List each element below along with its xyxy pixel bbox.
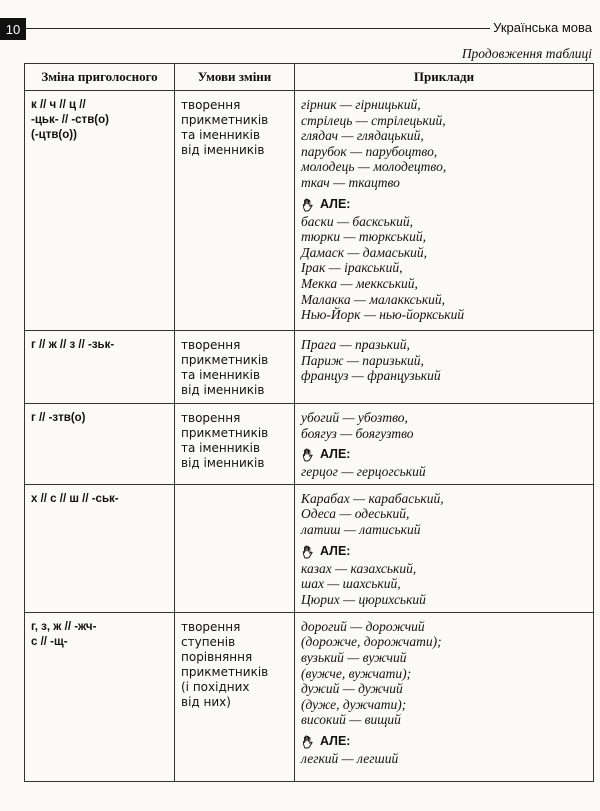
example-line: стрілець — стрілецький,: [301, 112, 446, 128]
header-rule: [26, 28, 490, 29]
exception-line: тюрки — тюркський,: [301, 229, 426, 245]
condition-line: порівняння: [181, 649, 253, 664]
examples-cell: [295, 612, 594, 781]
table-row: [25, 612, 594, 781]
exception-line: Дамаск — дамаський,: [301, 244, 428, 260]
exception-label: АЛЕ:: [320, 447, 351, 462]
exception-marker: [301, 734, 589, 750]
condition-line: творення: [181, 619, 241, 634]
example-line: (дуже, дужчати);: [301, 696, 407, 712]
exception-line: Мекка — меккський,: [301, 275, 418, 291]
consonant-change-line: -цьк- // -ств(о): [31, 114, 109, 126]
table-row: [25, 331, 594, 404]
exception-marker: [301, 447, 589, 463]
pointing-hand-icon: [301, 544, 317, 560]
condition-cell: [175, 612, 295, 781]
consonant-change-line: г // -зтв(о): [31, 412, 86, 424]
condition-line: творення: [181, 98, 241, 112]
example-line: убогий — убозтво,: [301, 410, 408, 425]
exception-marker: [301, 197, 589, 213]
examples-cell: [295, 484, 594, 612]
exception-line: шах — шахський,: [301, 576, 401, 592]
examples-cell: [295, 404, 594, 485]
consonant-change-line: г, з, ж // -жч-: [31, 620, 97, 633]
consonant-change-line: к // ч // ц //: [31, 99, 86, 111]
consonant-change-cell: [25, 484, 175, 612]
examples-cell: [295, 331, 594, 404]
condition-line: прикметників: [181, 664, 269, 679]
condition-cell: [175, 91, 295, 331]
exception-line: баски — баскський,: [301, 213, 414, 229]
example-line: ткач — ткацтво: [301, 174, 400, 190]
pointing-hand-icon: [301, 197, 317, 213]
consonant-change-line: х // с // ш // -ськ-: [31, 492, 119, 505]
example-line: дужий — дужчий: [301, 681, 403, 697]
table-row: [25, 404, 594, 485]
consonant-change-cell: [25, 404, 175, 485]
example-line: високий — вищий: [301, 712, 401, 728]
example-line: Париж — паризький,: [301, 352, 424, 368]
example-line: Одеса — одеський,: [301, 506, 410, 522]
consonant-change-table: [24, 63, 594, 782]
exception-label: АЛЕ:: [320, 543, 351, 558]
example-line: молодець — молодецтво,: [301, 159, 447, 175]
table-row: [25, 91, 594, 331]
condition-cell: [175, 331, 295, 404]
table-row: [25, 484, 594, 612]
book-title: Українська мова: [493, 20, 592, 35]
exception-line: Нью-Йорк — нью-йоркський: [301, 307, 465, 323]
table-continuation-note: Продовження таблиці: [461, 46, 592, 61]
example-line: глядач — глядацький,: [301, 128, 424, 144]
table-header-row: [25, 64, 594, 91]
example-line: Прага — празький,: [301, 337, 410, 352]
example-line: боягуз — боягузтво: [301, 425, 414, 441]
exception-line: легкий — легший: [301, 750, 399, 766]
condition-line: прикметників: [181, 113, 269, 127]
consonant-change-cell: [25, 612, 175, 781]
condition-line: (і похідних: [181, 679, 250, 694]
consonant-change-line: (-цтв(о)): [31, 129, 77, 141]
example-line: гірник — гірницький,: [301, 97, 421, 112]
example-line: (дорожче, дорожчати);: [301, 634, 442, 650]
example-line: дорогий — дорожчий: [301, 618, 425, 634]
exception-line: казах — казахський,: [301, 560, 417, 576]
pointing-hand-icon: [301, 734, 317, 750]
condition-cell: [175, 404, 295, 485]
example-line: вузький — вужчий: [301, 649, 407, 665]
column-header-condition: Умови зміни: [175, 64, 295, 91]
condition-line: творення: [181, 338, 241, 352]
condition-line: прикметників: [181, 426, 269, 440]
exception-marker: [301, 544, 589, 560]
example-line: латиш — латиський: [301, 521, 421, 537]
consonant-change-cell: [25, 331, 175, 404]
condition-line: та іменників: [181, 368, 261, 382]
condition-line: від іменників: [181, 383, 265, 397]
exception-label: АЛЕ:: [320, 196, 351, 211]
condition-line: та іменників: [181, 441, 261, 455]
condition-line: та іменників: [181, 128, 261, 142]
condition-line: від іменників: [181, 456, 265, 470]
page-number: 10: [0, 18, 26, 40]
exception-line: Малакка — малаккський,: [301, 291, 446, 307]
example-line: француз — французький: [301, 368, 441, 384]
consonant-change-line: г // ж // з // -зьк-: [31, 339, 115, 351]
exception-label: АЛЕ:: [320, 734, 351, 749]
exception-line: Ірак — іракський,: [301, 260, 403, 276]
column-header-change: Зміна приголосного: [25, 64, 175, 91]
examples-cell: [295, 91, 594, 331]
column-header-examples: Приклади: [295, 64, 594, 91]
pointing-hand-icon: [301, 447, 317, 463]
example-line: (вужче, вужчати);: [301, 665, 412, 681]
example-line: Карабах — карабаський,: [301, 490, 444, 506]
condition-line: від іменників: [181, 143, 265, 157]
example-line: парубок — парубоцтво,: [301, 143, 438, 159]
consonant-change-cell: [25, 91, 175, 331]
condition-line: ступенів: [181, 634, 236, 649]
condition-cell: [175, 484, 295, 612]
condition-line: прикметників: [181, 353, 269, 367]
page-header: [0, 18, 600, 42]
condition-line: творення: [181, 411, 241, 425]
exception-line: Цюрих — цюрихський: [301, 591, 426, 607]
condition-line: від них): [181, 694, 231, 709]
consonant-change-line: с // -щ-: [31, 635, 68, 648]
exception-line: герцог — герцогський: [301, 464, 426, 480]
